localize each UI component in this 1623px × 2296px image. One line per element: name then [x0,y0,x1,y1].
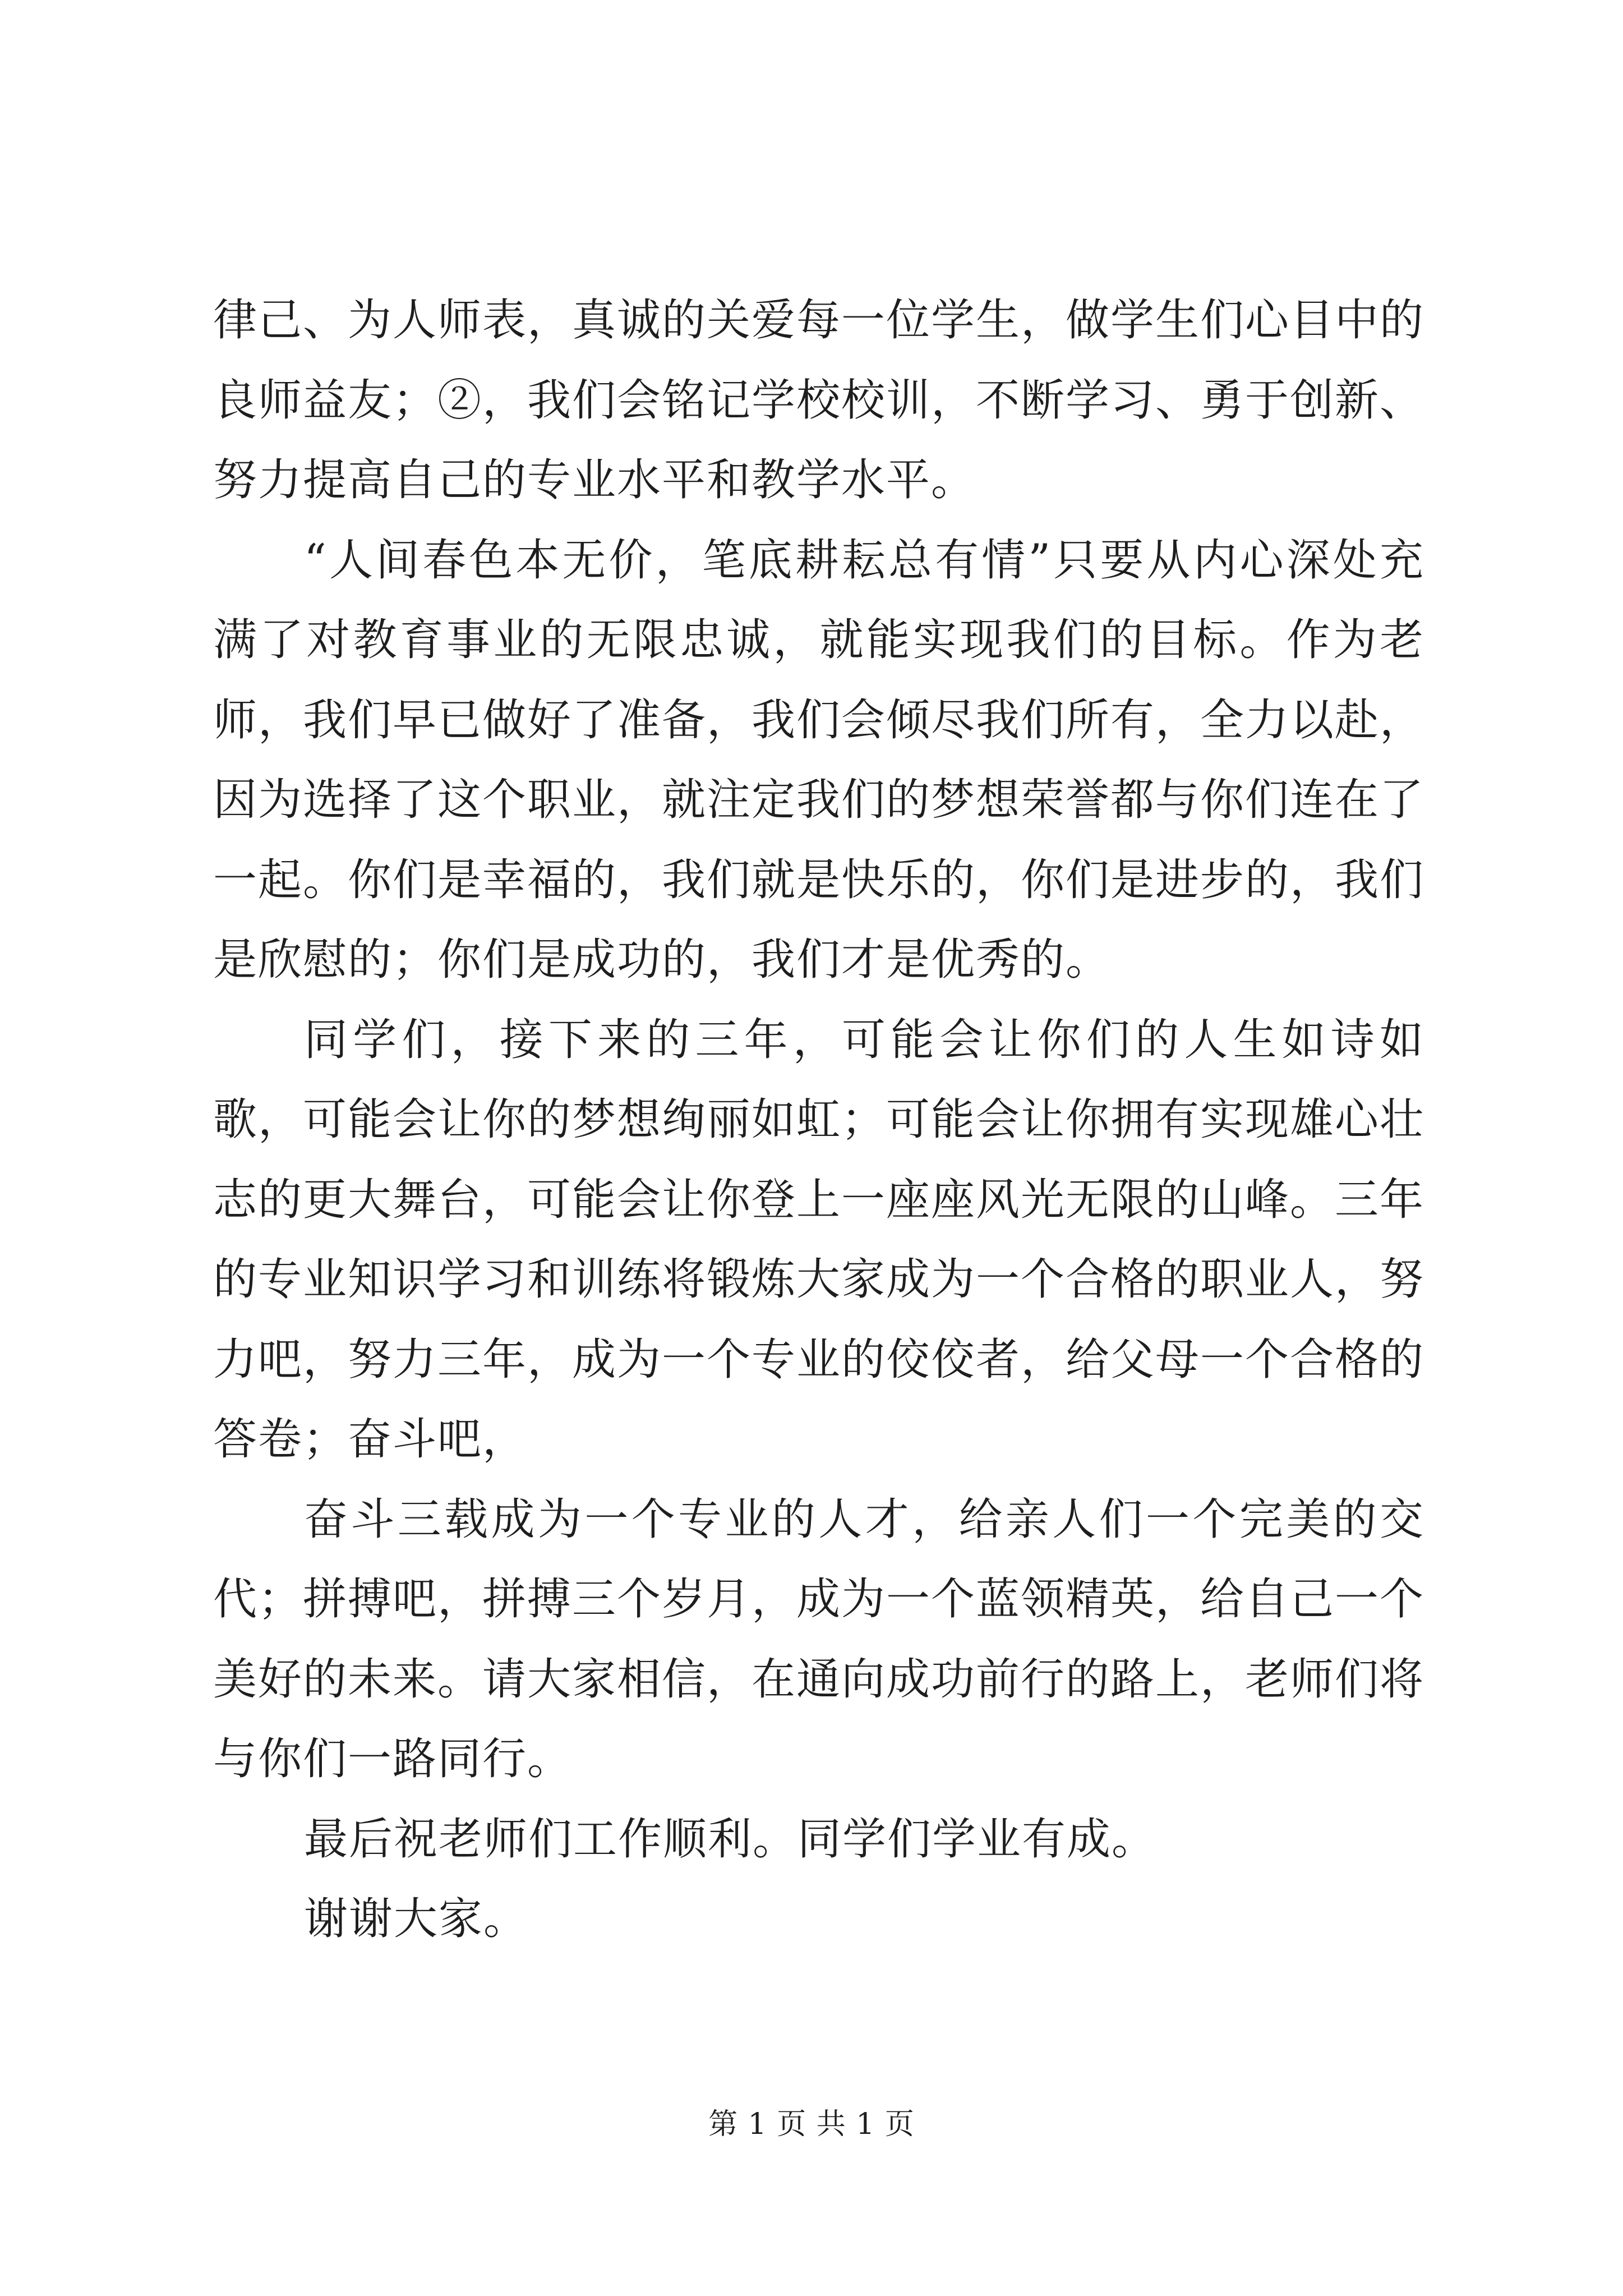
paragraph-1: 律己、为人师表，真诚的关爱每一位学生，做学生们心目中的良师益友；②，我们会铭记学校校训，不断学习、勇于创新、努力提高自己的专业水平和教学水平。 [213,295,1425,505]
paragraph-6: 谢谢大家。 [304,1894,529,1944]
paragraph-2: “人间春色本无价，笔底耕耘总有情”只要从内心深处充满了对教育事业的无限忠诚，就能实现我们的目标。作为老师，我们早已做好了准备，我们会倾尽我们所有，全力以赴，因为选择了这个职业，就注定我们的梦想荣誉都与你们连在了一起。你们是幸福的，我们就是快乐的，你们是进步的，我们是欣慰的；你们是成功的，我们才是优秀的。 [213,535,1425,985]
paragraph-3: 同学们，接下来的三年，可能会让你们的人生如诗如歌，可能会让你的梦想绚丽如虹；可能会让你拥有实现雄心壮志的更大舞台，可能会让你登上一座座风光无限的山峰。三年的专业知识学习和训练将锻炼大家成为一个合格的职业人，努力吧，努力三年，成为一个专业的佼佼者，给父母一个合格的答卷；奋斗吧， [213,1014,1425,1465]
paragraph-5: 最后祝老师们工作顺利。同学们学业有成。 [304,1814,1157,1865]
paragraph-4: 奋斗三载成为一个专业的人才，给亲人们一个完美的交代；拼搏吧，拼搏三个岁月，成为一个蓝领精英，给自己一个美好的未来。请大家相信，在通向成功前行的路上，老师们将与你们一路同行。 [213,1494,1425,1784]
page-number-footer: 第 1 页 共 1 页 [708,2108,915,2141]
document-body [213,280,1424,1959]
